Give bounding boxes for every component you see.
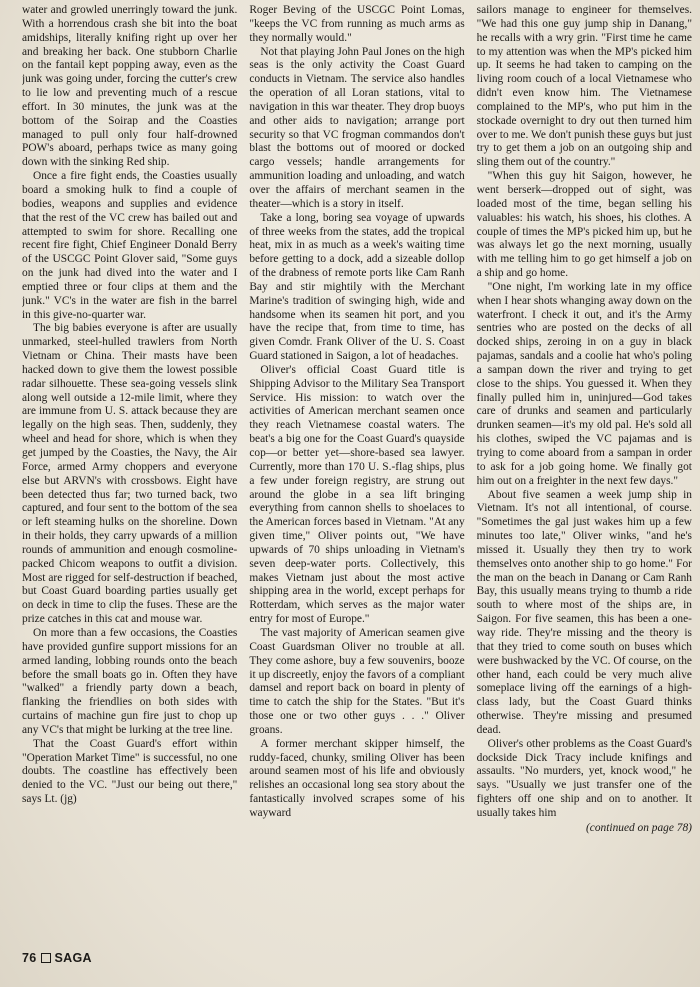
paragraph: water and growled unerringly toward the junk. With a horrendous crash she bit into the boat amidships, literally knifing right up over her and breaking her back. One stubborn Charlie on the fantail kept popping away, even as the junk was going under, forcing the cutter's crew to lie low and preventing much of a rescue effort. In 30 minutes, the junk was at the bottom of the Soirap and the Coasties managed to pull only four half-drowned POW's aboard, perhaps twice as many going down with the sinking Red ship. bbox=[22, 4, 238, 169]
text-column-1 bbox=[22, 4, 237, 944]
page-footer bbox=[22, 951, 92, 965]
paragraph: Oliver's other problems as the Coast Guard's dockside Dick Tracy include knifings and assaults. "No murders, yet, knock wood," he says. "Usually we just transfer one of the fighters off one ship and on to another. It usually takes him bbox=[476, 737, 692, 819]
paragraph: On more than a few occasions, the Coasties have provided gunfire support missions for an armed landing, lobbing rounds onto the beach before the small boats go in. Often they have "walked" a friendly party down a beach, flanking the friendlies on both sides with curtains of machine gun fire just to chop up any VC's that might be lurking at the tree line. bbox=[22, 626, 238, 736]
text-column-2 bbox=[249, 4, 464, 944]
paragraph: About five seamen a week jump ship in Vietnam. It's not all intentional, of course. "Sometimes the gal just wakes him up a few minutes too late," Oliver winks, "and he's missed it. Usually they then try to work themselves onto another ship to go home." For the man on the beach in Danang or Cam Ranh Bay, this usually means trying to thumb a ride south to where most of the ships are, in Saigon. For five seamen, this has been a one-way ride. They're missing and the theory is that they tried to come south on buses which were bushwacked by the VC. Of course, on the other hand, each could be very much alive someplace living off the earnings of a high-class lady, but the Coast Guard thinks otherwise. They're missing and presumed dead. bbox=[476, 488, 692, 736]
square-separator-icon bbox=[41, 953, 51, 963]
paragraph: Oliver's official Coast Guard title is Shipping Advisor to the Military Sea Transport Service. His mission: to watch over the activities of American merchant seamen once they reach Vietnamese coastal waters. The beat's a big one for the Coast Guard's quayside cop—or better yet—shore-based sea lawyer. Currently, more than 170 U. S.-flag ships, plus a few under foreign registry, are strung out around the globe in a sea lift bringing everything from cannon shells to shoelaces to the American forces based in Vietnam. "At any given time," Oliver points out, "We have upwards of 70 ships unloading in Vietnam's seven deep-water ports. Collectively, this makes Vietnam just about the most active shipping area in the world, except perhaps for Rotterdam, which serves as the major water entry for most of Europe." bbox=[249, 363, 465, 626]
paragraph: Once a fire fight ends, the Coasties usually board a smoking hulk to find a couple of bodies, weapons and supplies and evidence that the rest of the VC crew has bailed out and attempted to swim for shore. Recalling one recent fire fight, Chief Engineer Donald Berry of the USCGC Point Glover said, "Some guys on the junk had dived into the water and I emptied three or four clips at them and the junk." VC's in the water are fish in the barrel in this give-no-quarter war. bbox=[22, 170, 238, 321]
continued-note: (continued on page 78) bbox=[586, 821, 692, 834]
paragraph: "One night, I'm working late in my office when I hear shots whanging away down on the waterfront. I check it out, and it's the Army sentries who are posted on the decks of all docked ships, zeroing in on a guy in black pajamas, sandals and a coolie hat who's poling a sampan down the river and trying to get close to the ships. You guessed it. When they finally pulled him in, uninjured—God takes care of drunks and seamen and particularly drunken seamen—it's my old pal. He's sold all his clothes, swiped the VC pajamas and is trying to come aboard from a sampan in order to ask for a job going home. We finally got him out on a freighter in the next few days." bbox=[476, 280, 692, 487]
paragraph: Not that playing John Paul Jones on the high seas is the only activity the Coast Guard conducts in Vietnam. The service also handles the operation of all Loran stations, vital to navigation in this war theater. They drop buoys and other aids to navigation; arrange port security so that VC frogman commandos don't blast the bottoms out of moored or docked cargo vessels; handle arrangements for ammunition loading and unloading, and watch over the affairs of merchant seamen in the theater—which is a story in itself. bbox=[249, 45, 465, 210]
paragraph: The big babies everyone is after are usually unmarked, steel-hulled trawlers from North Vietnam or China. Their masts have been hacked down to give them the lowest possible radar silhouette. These sea-going vessels slink along well outside a 12-mile limit, where they are immune from U. S. attack because they are legally on the high seas. Then, suddenly, they wheel and head for shore, which is when they get jumped by the Coasties, the Navy, the Air Force, armed Army choppers and everyone else but ARVN's with crossbows. Eight have been detected thus far; two turned back, two captured, and four sent to the bottom of the sea or left steaming hulks on the shoreline. Down in their holds, they carry upwards of a million rounds of ammunition and enough cosmoline-packed Chicom weapons to outfit a division. Most are rigged for self-destruction if beached, but Coast Guard boarding parties usually get on deck in time to clip the fuses. These are the prize catches in this cat and mouse war. bbox=[22, 322, 238, 626]
paragraph: "When this guy hit Saigon, however, he went berserk—dropped out of sight, was loaded most of the time, began selling his valuables: his watch, his shoes, his clothes. A couple of times the MP's picked him up, but he was always let go the next morning, usually with me telling him to go get himself a job on a ship and go home. bbox=[476, 170, 692, 280]
magazine-name: SAGA bbox=[54, 951, 92, 965]
paragraph: Take a long, boring sea voyage of upwards of three weeks from the states, add the tropical heat, mix in as much as a week's waiting time before getting to a dock, add a sizeable dollop of the drabness of remote ports like Cam Ranh Bay and stir mightily with the Merchant Marine's tradition of swinging high, wide and handsome when its seamen hit port, and you have the recipe that, from time to time, has given Comdr. Frank Oliver of the U. S. Coast Guard stationed in Saigon, a lot of headaches. bbox=[249, 211, 465, 363]
article-body bbox=[22, 4, 692, 944]
text-column-3 bbox=[477, 4, 692, 944]
paragraph: That the Coast Guard's effort within "Operation Market Time" is successful, no one doubts. The coastline has effectively been denied to the VC. "Just our being out there," says Lt. (jg) bbox=[22, 737, 238, 806]
paragraph: sailors manage to engineer for themselves. "We had this one guy jump ship in Danang," he recalls with a wry grin. "First time he came to my attention was when the MP's picked him up. It seems he had taken to camping on the living room couch of a local Vietnamese who didn't even know him. The Vietnamese complained to the MP's, who put him in the stockade overnight to dry out then turned him over to me. We don't punish these guys but just try to get them a job on an outgoing ship and sling them out of the country." bbox=[476, 4, 692, 169]
paragraph: The vast majority of American seamen give Coast Guardsman Oliver no trouble at all. They come ashore, buy a few souvenirs, booze it up discreetly, enjoy the favors of a compliant damsel and report back on board in plenty of time to catch the ship for the States. "But it's those one or two other guys . . ." Oliver groans. bbox=[249, 626, 465, 736]
paragraph: A former merchant skipper himself, the ruddy-faced, chunky, smiling Oliver has been around seamen most of his life and obviously relishes an occasional long sea story about the fantastically involved scrapes some of his wayward bbox=[249, 737, 465, 819]
page-number: 76 bbox=[22, 951, 37, 965]
paragraph: Roger Beving of the USCGC Point Lomas, "keeps the VC from running as much arms as they normally would." bbox=[249, 4, 465, 44]
